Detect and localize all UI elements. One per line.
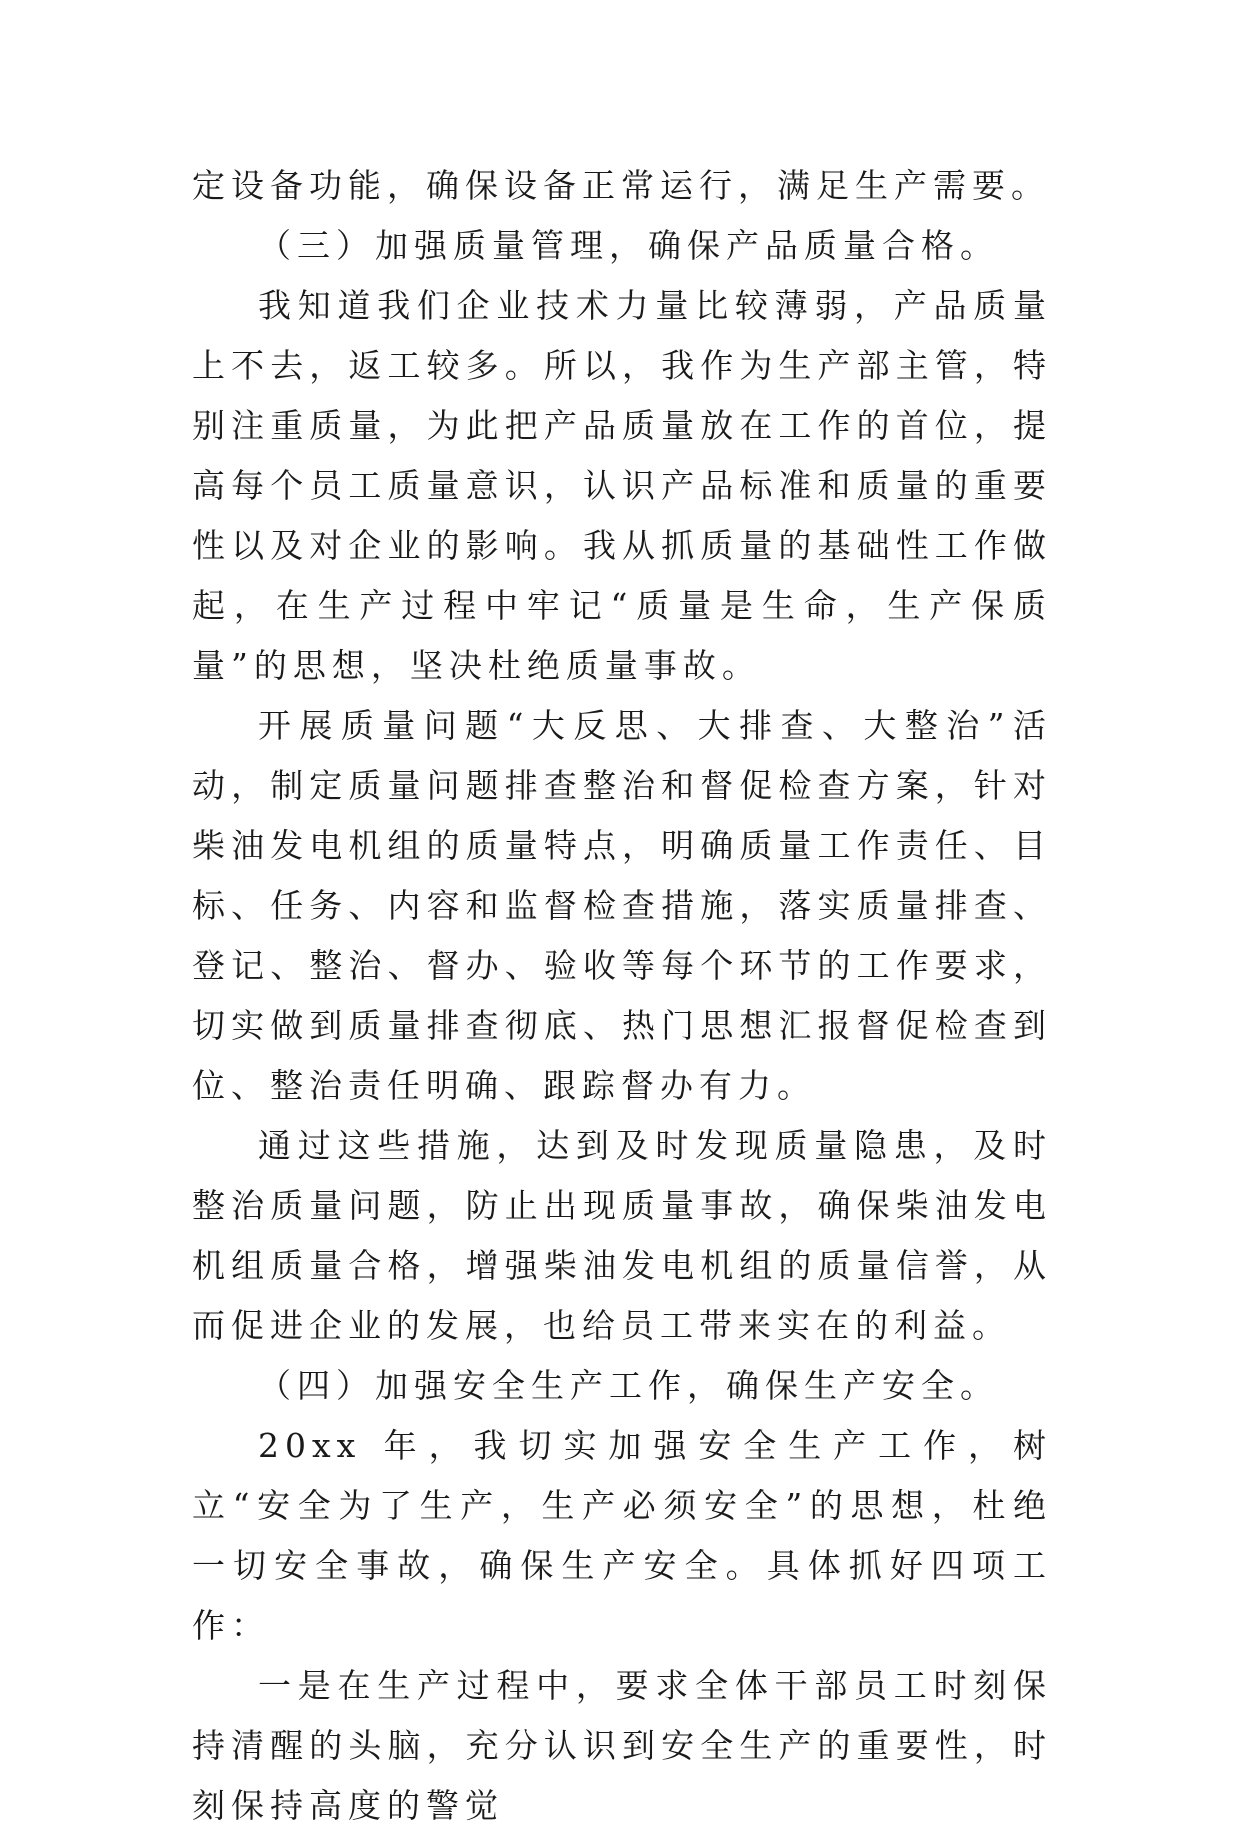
- paragraph: 开展质量问题“大反思、大排查、大整治”活动，制定质量问题排查整治和督促检查方案，针对柴油发电机组的质量特点，明确质量工作责任、目标、任务、内容和监督检查措施，落实质量排查、登记、整治、督办、验收等每个环节的工作要求，切实做到质量排查彻底、热门思想汇报督促检查到位、整治责任明确、跟踪督办有力。: [192, 706, 1052, 1105]
- section-heading-3: （三）加强质量管理，确保产品质量合格。: [258, 226, 999, 265]
- paragraph: 20xx 年，我切实加强安全生产工作，树立“安全为了生产，生产必须安全”的思想，杜绝一切安全事故，确保生产安全。具体抓好四项工作：: [192, 1426, 1052, 1645]
- document-body: [192, 156, 1052, 1836]
- paragraph-continuation: 定设备功能，确保设备正常运行，满足生产需要。: [192, 166, 1050, 205]
- paragraph: 一是在生产过程中，要求全体干部员工时刻保持清醒的头脑，充分认识到安全生产的重要性，时刻保持高度的警觉: [192, 1666, 1052, 1825]
- paragraph: 通过这些措施，达到及时发现质量隐患，及时整治质量问题，防止出现质量事故，确保柴油发电机组质量合格，增强柴油发电机组的质量信誉，从而促进企业的发展，也给员工带来实在的利益。: [192, 1126, 1052, 1345]
- paragraph: 我知道我们企业技术力量比较薄弱，产品质量上不去，返工较多。所以，我作为生产部主管，特别注重质量，为此把产品质量放在工作的首位，提高每个员工质量意识，认识产品标准和质量的重要性以及对企业的影响。我从抓质量的基础性工作做起，在生产过程中牢记“质量是生命，生产保质量”的思想，坚决杜绝质量事故。: [192, 286, 1052, 685]
- section-heading-4: （四）加强安全生产工作，确保生产安全。: [258, 1366, 999, 1405]
